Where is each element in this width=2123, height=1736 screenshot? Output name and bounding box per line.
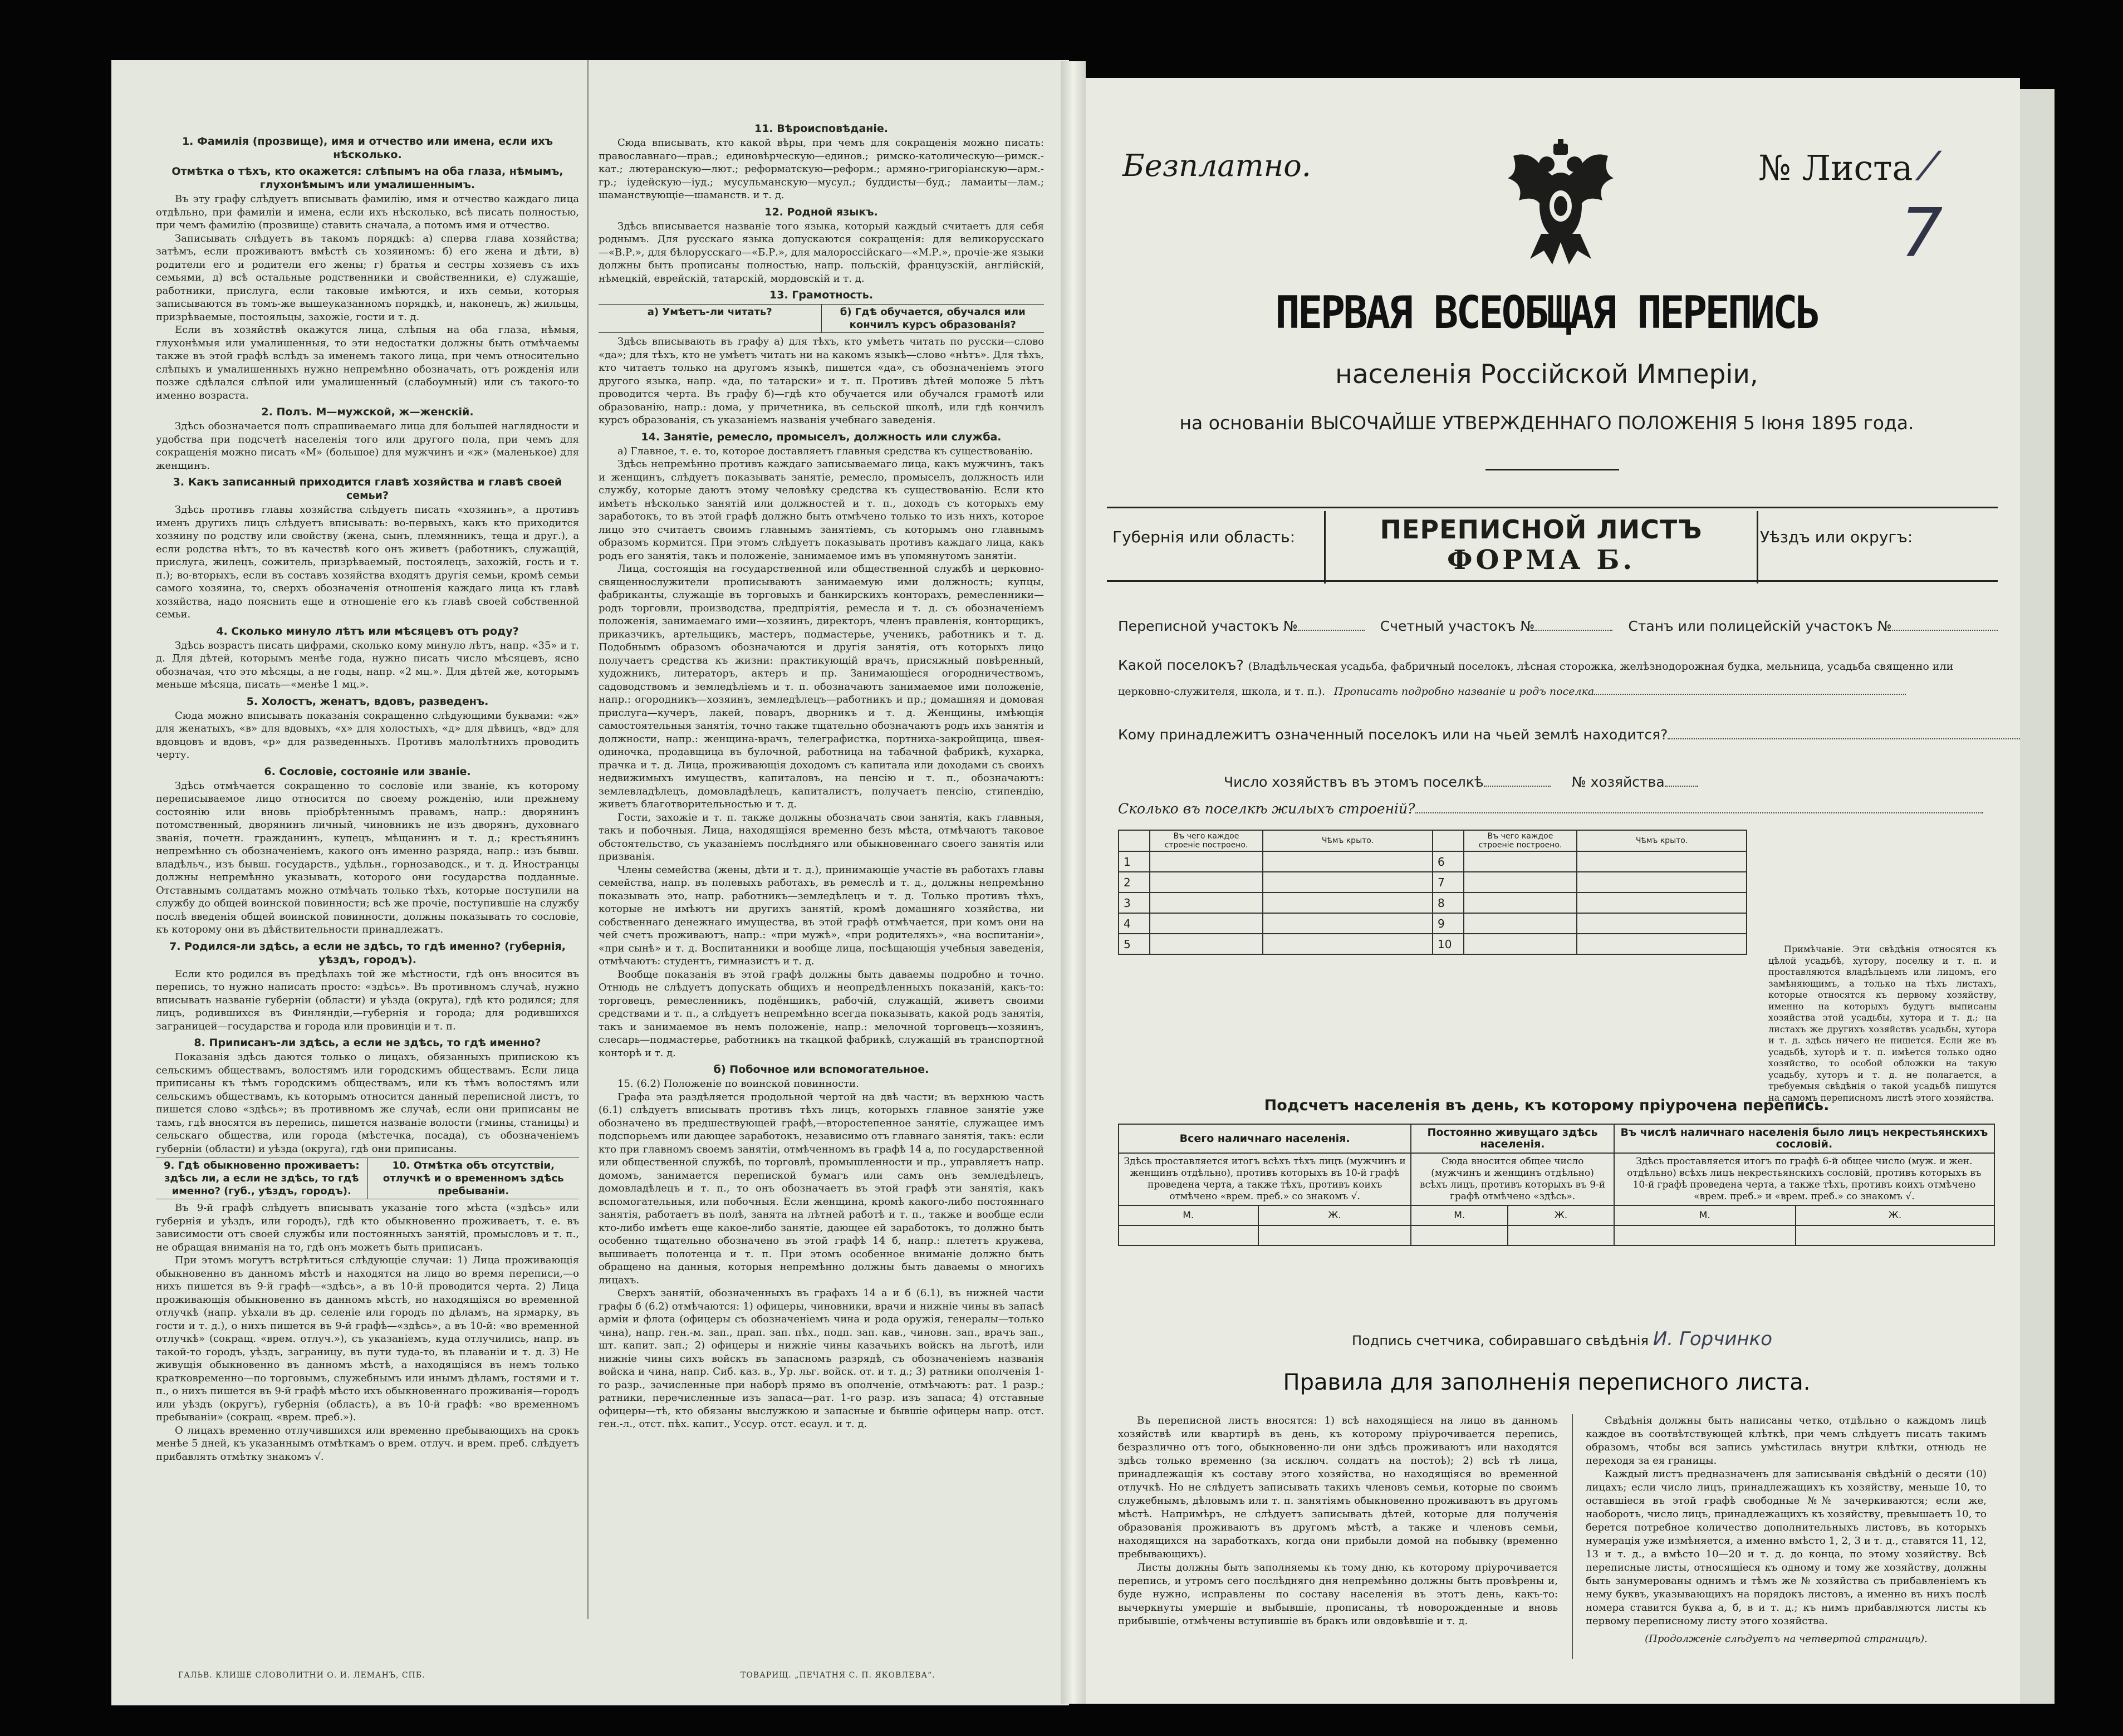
zh-cell-1: Ж. <box>1258 1205 1411 1225</box>
next-sheet-edge <box>2016 89 2055 1704</box>
book-spine <box>1061 61 1086 1704</box>
rules-heading: Правила для заполненія переписного листа. <box>1283 1370 1811 1395</box>
m-value-3[interactable] <box>1614 1225 1796 1245</box>
split-heading <box>599 304 1044 333</box>
imperial-eagle-emblem <box>1502 139 1619 267</box>
left-column-1 <box>156 131 579 1463</box>
split-heading-right: б) Гдѣ обучается, обучался или кончилъ курсъ образованія? <box>821 305 1045 332</box>
paragraph: 15. (6.2) Положеніе по воинской повинности. <box>617 1078 859 1090</box>
roof-cell[interactable] <box>1577 851 1747 872</box>
txt-postoyanno: Сюда вносится общее число (мужчинъ и женщинъ отдѣльно) всѣхъ лицъ, противъ которыхъ въ 9-й графѣ отмѣчено «здѣсь». <box>1411 1153 1614 1205</box>
section-heading: 2. Полъ. М—мужской, ж—женскій. <box>261 406 474 418</box>
col-postoyanno: Постоянно живущаго здѣсь населенія. <box>1411 1124 1614 1153</box>
podschet-heading: Подсчетъ населенія въ день, къ которому пріурочена перепись. <box>1264 1097 1830 1114</box>
m-cell-1: М. <box>1119 1205 1258 1225</box>
paragraph: Въ эту графу слѣдуетъ вписывать фамилію, имя и отчество каждаго лица отдѣльно, при фамиліи и имена, если ихъ нѣсколько, всѣ писать полностью, при чемъ фамилію (прозвище) ставить сначала, а потомъ имя и отчество. <box>156 193 579 231</box>
built-cell[interactable] <box>1150 913 1263 934</box>
roof-cell[interactable] <box>1577 872 1747 892</box>
roof-cell[interactable] <box>1263 892 1433 913</box>
split-heading-right: 10. Отмѣтка объ отсутствіи, отлучкѣ и о временномъ здѣсь пребываніи. <box>367 1158 580 1199</box>
footer-right-imprint: ТОВАРИЩ. „ПЕЧАТНЯ С. П. ЯКОВЛЕВА“. <box>741 1671 935 1680</box>
continuation-note: (Продолженіе слѣдуетъ на четвертой страницѣ). <box>1645 1633 1928 1645</box>
row-number: 3 <box>1119 892 1150 913</box>
bezplatno-label: Безплатно. <box>1122 148 1311 183</box>
row-number: 6 <box>1433 851 1464 872</box>
row-number: 4 <box>1119 913 1150 934</box>
txt-vsego: Здѣсь проставляется итогъ всѣхъ тѣхъ лицъ (мужчинъ и женщинъ отдѣльно), противъ которыхъ въ 10-й графѣ проведена черта, а также тѣхъ, противъ коихъ отмѣчено «врем. преб.» со знакомъ √. <box>1119 1153 1411 1205</box>
skolko-line[interactable]: Сколько въ поселкѣ жилыхъ строеній? <box>1118 801 1983 817</box>
roof-cell[interactable] <box>1263 851 1433 872</box>
col-header-built-2: Въ чего каждое строеніе построено. <box>1464 830 1577 851</box>
m-value-1[interactable] <box>1119 1225 1258 1245</box>
table-row <box>1119 913 1747 934</box>
paragraph: При этомъ могутъ встрѣтиться слѣдующіе случаи: 1) Лица проживающія обыкновенно въ данномъ мѣстѣ и находятся на лицо во время переписи,—о нихъ пишется въ 9-й графѣ—«здѣсь», а въ 10-й проводится черта. 2) Лица проживающія обыкновенно въ данномъ мѣстѣ, но находящіяся во временной отлучкѣ (напр. уѣхали въ др. селеніе или городъ по дѣламъ, на ярмарку, въ гости и т. д.), о нихъ пишется въ 9-й графѣ—«здѣсь», а въ 10-й: «во временной отлучкѣ» (сокращ. «врем. отлуч.»), съ указаніемъ, куда отлучились, напр. въ такой-то городъ, уѣздъ, заграницу, въ пути тудa-то, въ плаваніи и т. д. 3) Не живущія обыкновенно въ данномъ мѣстѣ, а находящіяся въ немъ только кратковременно—по торговымъ, служебнымъ или инымъ дѣламъ, гостями и т. п., о нихъ пишется въ 9-й графѣ мѣсто ихъ обыкновеннаго проживанія—городъ или уѣздъ (округъ), губернія (область), а въ 10-й графѣ: «во временномъ пребываніи» (сокращ. «врем. преб.»). <box>156 1254 579 1423</box>
paragraph: Записывать слѣдуетъ въ такомъ порядкѣ: а) сперва глава хозяйства; затѣмъ, если проживаютъ вмѣстѣ съ хозяиномъ: б) его жена и дѣти, в) родители его и родители его жены; г) братья и сестры хозяевъ съ ихъ семьями, д) всѣ остальные родственники и свойственники, е) служащіе, работники, прислуга, если таковые имѣются, и ихъ семьи, которыя записываются въ томъ-же вышеуказанномъ порядкѣ, и, наконецъ, ж) жильцы, призрѣваемые, постояльцы, захожіе, гости и т. д. <box>156 232 579 323</box>
paragraph: Если кто родился въ предѣлахъ той же мѣстности, гдѣ онъ вносится въ перепись, то нужно написать просто: «здѣсь». Въ противномъ случаѣ, нужно вписывать названіе губерніи (области) и уѣзда (округа), гдѣ кто родился; для лицъ, родившихся въ Финляндіи,—губернія и города; для родившихся заграницей—государства и города или провинціи и т. п. <box>156 968 579 1032</box>
title-rule <box>1485 469 1619 470</box>
txt-nekrest: Здѣсь проставляется итогъ по графѣ 6-й общее число (муж. и жен. отдѣльно) всѣхъ лицъ некрестьянскихъ сословій, противъ которыхъ въ 10-й графѣ проведена черта, а также тѣхъ, противъ коихъ отмѣчено «врем. преб.» и «врем. преб.» со знакомъ √. <box>1614 1153 1994 1205</box>
col-vsego: Всего наличнаго населенія. <box>1119 1124 1411 1153</box>
section-heading: 8. Приписанъ-ли здѣсь, а если не здѣсь, то гдѣ именно? <box>194 1037 541 1049</box>
col-header-built: Въ чего каждое строеніе построено. <box>1150 830 1263 851</box>
section-heading: б) Побочное или вспомогательное. <box>713 1063 929 1076</box>
section-heading: 11. Вѣроисповѣданіе. <box>754 122 889 135</box>
row-number: 9 <box>1433 913 1464 934</box>
col-header-1 <box>1119 830 1150 851</box>
paragraph: Лица, состоящія на государственной или общественной службѣ и церковно-священнослужители прописываютъ занимаемую ими должность; купцы, фабриканты, служащіе въ торговыхъ и банкирскихъ конторахъ, ремесленники—родъ торговли, производства, предпріятія, ремесла и т. д. съ обозначеніемъ положенія, занимаемаго ими—хозяинъ, директоръ, членъ правленія, конторщикъ, приказчикъ, артельщикъ, мастеръ, подмастерье, ученикъ, работникъ и т. д. Подобнымъ образомъ обозначаются и другія занятія, отъ которыхъ лицо получаетъ средства къ жизни: практикующій врачъ, присяжный повѣренный, художникъ, литераторъ, актеръ и пр. Занимающіеся огородничествомъ, садоводствомъ и земледѣліемъ и т. п. обозначаютъ занимаемое ими положеніе, напр.: огородникъ—хозяинъ, земледѣлецъ—работникъ и пр.; домашняя и домовая прислуга—кучеръ, лакей, поваръ, дворникъ и т. д. Женщины, имѣющія самостоятельныя занятія, точно также тщательно обозначаютъ родъ ихъ занятія и должности, напр.: женщина-врачъ, телеграфистка, портниха-закройщица, швея-одиночка, продавщица въ булочной, работница на табачной фабрикѣ, кухарка, прачка и т. д. Лица, проживающія доходомъ съ капитала или доходами съ своихъ недвижимыхъ имуществъ, капиталовъ, на пенсію и т. п., обозначаютъ: землевладѣлецъ, домовладѣлецъ, капиталистъ, получаетъ пенсію, стипендію, живетъ благотворительностью и т. д. <box>599 563 1044 810</box>
built-cell[interactable] <box>1150 851 1263 872</box>
paragraph: Въ 9-й графѣ слѣдуетъ вписывать указаніе того мѣста («здѣсь» или губернія и уѣздъ, или городъ), гдѣ кто обыкновенно проживаетъ, т. е. въ зависимости отъ своей службы или постоянныхъ занятій, промысловъ и т. п., не обращая вниманія на то, гдѣ онъ можетъ быть приписанъ. <box>156 1202 579 1253</box>
census-title: ПЕРВАЯ ВСЕОБЩАЯ ПЕРЕПИСЬ <box>1275 287 1818 339</box>
roof-cell[interactable] <box>1263 913 1433 934</box>
rules-divider <box>1572 1414 1573 1659</box>
census-subtitle: населенія Россійской Имперіи, <box>1335 359 1758 390</box>
section-heading: 14. Занятіе, ремесло, промыселъ, должность или служба. <box>641 430 1002 443</box>
chislo-hoz-line[interactable]: Число хозяйствъ въ этомъ поселкѣ № хозяйства <box>1224 774 1698 790</box>
zh-value-2[interactable] <box>1508 1225 1614 1245</box>
paragraph: О лицахъ временно отлучившихся или временно пребывающихъ на срокъ менѣе 5 дней, къ указаннымъ отмѣткамъ о врем. отлуч. и врем. преб. слѣдуетъ прибавлять отмѣтку знакомъ √. <box>156 1424 579 1463</box>
built-cell[interactable] <box>1150 872 1263 892</box>
paragraph: Члены семейства (жены, дѣти и т. д.), принимающіе участіе въ работахъ главы семейства, напр. въ полевыхъ работахъ, въ ремеслѣ и т. д., должны непремѣнно показывать это, напр. работникъ—земледѣлецъ и т. д. Только противъ тѣхъ, которые не имѣютъ ни другихъ занятій, кромѣ домашняго хозяйства, ни собственнаго денежнаго имущества, въ этой графѣ отмѣчается, при комъ они на чей счетъ проживаютъ, напр.: «при мужѣ», «при родителяхъ», «на воспитаніи», «при сынѣ» и т. д. Воспитанники и вообще лица, посѣщающія учебныя заведенія, отмѣчаютъ: студентъ, гимназистъ и т. д. <box>599 864 1044 967</box>
built-cell[interactable] <box>1464 851 1577 872</box>
paragraph: Здѣсь вписывають въ графу а) для тѣхъ, кто умѣетъ читать по русски—слово «да»; для тѣхъ, кто не умѣетъ читать ни на какомъ языкѣ—слово «нѣтъ». Для тѣхъ, кто читаетъ только на другомъ языкѣ, пишется «да», съ обозначеніемъ этого другого языка, напр. «да, по татарски» и т. п. Противъ дѣтей моложе 5 лѣтъ проводится черта. Въ графу б)—гдѣ кто обучается или обучался грамотѣ или образованію, напр.: дома, у причетника, въ сельской школѣ, или гдѣ кончилъ курсъ образованія, съ указаніемъ названія учебнаго заведенія. <box>599 336 1044 426</box>
paragraph: Здѣсь возрастъ писать цифрами, сколько кому минуло лѣтъ, напр. «35» и т. д. Для дѣтей, которымъ менѣе года, нужно писать число мѣсяцевъ, ясно обозначая, что это мѣсяцы, а не годы, напр. «2 мц.». Для дѣтей же, которымъ меньше мѣсяца, писать—«менѣе 1 мц.». <box>156 639 579 690</box>
left-column-2 <box>599 119 1044 1431</box>
m-cell-3: М. <box>1614 1205 1796 1225</box>
paragraph: Сверхъ занятій, обозначенныхъ въ графахъ 14 а и б (6.1), въ нижней части графы б (6.2) отмѣчаются: 1) офицеры, чиновники, врачи и нижніе чины въ запасѣ арміи и флота (офицеры съ обозначеніемъ чина и рода оружія, генералы—только чина), напр. ген.-м. зап., прап. зап. пѣх., подп. зап. кав., чиновн. зап., врачъ зап., шт. капит. зап.; 2) офицеры и нижніе чины казачьихъ войскъ на льготѣ, или нижніе чины сихъ войскъ въ запасномъ разрядѣ, съ обозначеніемъ названія войска и чина, напр. Сиб. каз. в., Ур. льг. войск. от. и т. д.; 3) ратники ополченія 1-го разр., зачисленные при наборѣ прямо въ ополченіе, отмѣчаютъ: рат. 1 разр.; ратники, перечисленные изъ запаса—рат. 1-го разр. изъ запаса; 4) отставные офицеры—тѣ, кто обязаны выслужкою и запасные и бывшіе офицеры напр. отст. ген.-л., отст. пѣх. капит., Уссур. отст. есаул. и т. д. <box>599 1287 1044 1430</box>
row-number: 1 <box>1119 851 1150 872</box>
section-heading: Отмѣтка о тѣхъ, кто окажется: слѣпымъ на оба глаза, нѣмымъ, глухонѣмымъ или умалишеннымъ. <box>171 165 563 191</box>
roof-cell[interactable] <box>1577 892 1747 913</box>
perepisnoy-list-title: ПЕРЕПИСНОЙ ЛИСТЪ <box>1380 514 1703 545</box>
footer-left-imprint: ГАЛЬВ. КЛИШЕ СЛОВОЛИТНИ О. И. ЛЕМАНЪ, СПБ. <box>178 1671 425 1680</box>
built-cell[interactable] <box>1464 872 1577 892</box>
uchastok-line[interactable]: Переписной участокъ № Счетный участокъ № Станъ или полицейскій участокъ № <box>1118 618 1998 634</box>
right-page <box>1073 78 2020 1704</box>
form-type-box <box>1324 511 1758 583</box>
komu-line[interactable]: Кому принадлежитъ означенный поселокъ или на чьей землѣ находится? <box>1118 727 2020 743</box>
row-number: 7 <box>1433 872 1464 892</box>
paragraph: Гости, захожіе и т. п. также должны обозначать свои занятія, какъ главныя, такъ и побочныя. Лица, находящіяся временно безъ мѣста, отмѣчаютъ таковое обстоятельство, съ указаніемъ послѣдняго или обыкновеннаго своего занятія или призванія. <box>599 811 1044 862</box>
split-heading <box>156 1158 579 1199</box>
split-heading-left: 9. Гдѣ обыкновенно проживаетъ: здѣсь ли, а если не здѣсь, то гдѣ именно? (губ., уѣздъ, городъ). <box>163 1160 360 1197</box>
census-basis: на основаніи ВЫСОЧАЙШЕ УТВЕРЖДЕННАГО ПОЛОЖЕНІЯ 5 Іюня 1895 года. <box>1179 412 1914 434</box>
buildings-table <box>1118 830 1747 955</box>
section-heading: 12. Родной языкъ. <box>764 205 878 218</box>
built-cell[interactable] <box>1150 934 1263 954</box>
section-heading: 5. Холостъ, женатъ, вдовъ, разведенъ. <box>246 695 489 708</box>
gubernia-field[interactable]: Губернія или область: <box>1112 528 1296 546</box>
rules-right-column <box>1586 1414 1987 1646</box>
built-cell[interactable] <box>1464 934 1577 954</box>
split-heading-left: а) Умѣетъ-ли читать? <box>647 306 772 318</box>
rule-paragraph: Свѣдѣнія должны быть написаны четко, отдѣльно о каждомъ лицѣ каждое въ соотвѣтствующей клѣткѣ, при чемъ слѣдуетъ писать такимъ образомъ, чтобы вся запись умѣстилась внутри клѣтки, отнюдь не переходя за ея границы. <box>1586 1415 1987 1467</box>
row-number: 2 <box>1119 872 1150 892</box>
zh-cell-2: Ж. <box>1508 1205 1614 1225</box>
rule-paragraph: Листы должны быть заполняемы къ тому дню, къ которому пріурочивается перепись, и утромъ сего послѣдняго дня непремѣнно должны быть провѣрены и, буде нужно, исправлены по составу населенія въ этотъ день, какъ-то: вычеркнуты умершіе и выбывшіе, прописаны, тѣ новорожденные и вновь прибывшіе, отмѣчены вступившіе въ бракъ или овдовѣвшіе и т. д. <box>1118 1562 1558 1627</box>
zh-value-3[interactable] <box>1796 1225 1994 1245</box>
row-number: 5 <box>1119 934 1150 954</box>
handwritten-sheet-number: 7 <box>1900 195 1943 272</box>
col-header-6 <box>1433 830 1464 851</box>
col-header-roof-2: Чѣмъ крыто. <box>1577 830 1747 851</box>
section-heading: 6. Сословіе, состояніе или званіе. <box>264 765 471 778</box>
paragraph: Здѣсь противъ главы хозяйства слѣдуетъ писать «хозяинъ», а противъ именъ другихъ лицъ слѣдуетъ вписывать: во-первыхъ, какъ кто приходится хозяину по родству или свойству (жена, сынъ, племянникъ, теща и друг.), а если родства нѣтъ, то въ качествѣ кого онъ живетъ (работникъ, служащій, прислуга, жилецъ, сожитель, призрѣваемый, постоялецъ, захожій, гость и т. п.); во-вторыхъ, если въ составъ хозяйства входятъ другія семьи, кромѣ семьи самого хозяина, то, сверхъ обозначенія отношенія каждаго лица къ главѣ хозяйства, надо пояснить еще и отношеніе его къ главѣ своей собственной семьи. <box>156 504 579 620</box>
paragraph: Показанія здѣсь даются только о лицахъ, обязанныхъ припискою къ сельскимъ обществамъ, волостямъ или городскимъ обществамъ. Если лица приписаны къ тѣмъ городскимъ обществамъ, или къ тѣмъ волостямъ или сельскимъ обществамъ, къ которымъ относится данный переписной листъ, то пишется слово «здѣсь»; въ противномъ же случаѣ, если они приписаны не тамъ, гдѣ вносятся въ перепись, пишется названіе волости (гмины, станицы) и сельскаго общества, или города (мѣстечка, посада), съ обозначеніемъ губерніи (области) и уѣзда (округа), гдѣ они приписаны. <box>156 1051 579 1155</box>
m-cell-2: М. <box>1411 1205 1508 1225</box>
zh-value-1[interactable] <box>1258 1225 1411 1245</box>
paragraph: Если въ хозяйствѣ окажутся лица, слѣпыя на оба глаза, нѣмыя, глухонѣмыя или умалишенныя, то эти недостатки должны быть отмѣчаемы также въ этой графѣ вслѣдъ за именемъ такого лица, при чемъ относительно слѣпыхъ и умалишенныхъ нужно непремѣнно обозначать, отъ рожденія или позже сдѣлался слѣпой или умалишенный (слабоумный) или съ такого-то именно возраста. <box>156 324 579 401</box>
paragraph: Здѣсь отмѣчается сокращенно то сословіе или званіе, къ которому переписываемое лицо относится по своему рожденію, или прежнему состоянію или вновь пріобрѣтеннымъ правамъ, напр.: дворянинъ потомственный, дворянинъ личный, чиновникъ не изъ дворянъ, духовнаго званія, почетн. гражданинъ, купецъ, мѣщанинъ и т. д.; крестьянинъ непремѣнно съ обозначеніемъ, какого онъ именно разряда, напр.: изъ бывш. владѣльч., изъ бывш. государств., удѣльн., горнозаводск., и т. д. Иностранцы должны непремѣнно указывать, которого они государства подданные. Отставнымъ солдатамъ можно отмѣчать только тѣхъ, которые поступили на службу до общей воинской повинности; всѣ же прочіе, поступившіе на службу послѣ введенія общей воинской повинности, должны показывать то сословіе, къ которому они въ дѣйствительности принадлежатъ. <box>156 779 579 935</box>
list-number-label: № Листа ⁄ <box>1758 144 1932 189</box>
paragraph: Сюда можно вписывать показанія сокращенно слѣдующими буквами: «ж» для женатыхъ, «в» для вдовыхъ, «х» для холостыхъ, «д» для дѣвицъ, «вд» для вдовцовъ и вдовъ, «р» для разведенныхъ. Противъ малолѣтнихъ проводить черту. <box>156 709 579 761</box>
poselok-line[interactable]: Какой поселокъ? (Владѣльческая усадьба, фабричный поселокъ, лѣсная сторожка, желѣзнодорожная будка, мельница, усадьба священно или <box>1118 657 1954 673</box>
roof-cell[interactable] <box>1263 934 1433 954</box>
paragraph: Здѣсь непремѣнно противъ каждаго записываемаго лица, какъ мужчинъ, такъ и женщинъ, слѣдуетъ показывать занятіе, ремесло, промыселъ, должность или службу, которые даютъ этому человѣку средства къ существованію. Если кто имѣетъ нѣсколько занятій или должностей и т. п., доходъ съ которыхъ ему заработокъ, то въ этой графѣ должно быть отмѣчено только то изъ нихъ, которое лицо это считаетъ своимъ главнымъ занятіемъ, съ которымъ оно главнымъ образомъ кормится. При этомъ слѣдуетъ показывать противъ каждаго лица, какъ родъ его занятія, такъ и положеніе, занимаемое имъ въ упомянутомъ занятіи. <box>599 458 1044 562</box>
section-heading: 7. Родился-ли здѣсь, а если не здѣсь, то гдѣ именно? (губернія, уѣздъ, городъ). <box>169 940 566 966</box>
paragraph: Здѣсь обозначается полъ спрашиваемаго лица для большей наглядности и удобства при подсчетѣ населенія того или другого пола, при чемъ для сокращенія можно писать «М» (большое) для мужчинъ и «ж» (маленькое) для женщинъ. <box>156 420 579 472</box>
roof-cell[interactable] <box>1577 934 1747 954</box>
section-heading: 3. Какъ записанный приходится главѣ хозяйства и главѣ своей семьи? <box>173 476 562 502</box>
roof-cell[interactable] <box>1577 913 1747 934</box>
poselok-line-2[interactable]: церковно-служителя, школа, и т. п.). Прописать подробно названіе и родъ поселка <box>1118 682 1906 698</box>
m-value-2[interactable] <box>1411 1225 1508 1245</box>
paragraph: Графа эта раздѣляется продольной чертой на двѣ части; въ верхнюю часть (6.1) слѣдуетъ вписывать противъ тѣхъ лицъ, которыхъ главное занятіе уже обозначено въ предшествующей графѣ,—второстепенное занятіе, служащее имъ подспорьемъ или дающее заработокъ, независимо отъ главнаго занятія, такъ: если кто при главномъ своемъ занятіи, отмѣченномъ въ графѣ 14 а, по государственной или общественной службѣ, по торговлѣ, промышленности и пр., управляетъ напр. домомъ, занимается перепиской бумагъ или самъ онъ земледѣлецъ, домовладѣлецъ и т. п., то онъ обозначаетъ въ этой графѣ эти занятія, какъ вспомогательныя, или побочныя. Если женщина, кромѣ какого-либо постояннаго занятія, работаетъ въ полѣ, занята на лѣтней работѣ и т. п., также и вообще если кто-либо имѣетъ еще какое-либо занятіе, дающее ей заработокъ, то должно быть особенно тщательно обозначено въ этой графѣ 14 б, напр.: плететъ кружева, вышиваетъ полотенца и т. п. При этомъ особенное вниманіе должно быть обращено на данныя, которыя непремѣнно должны быть даваемы о многихъ лицахъ. <box>599 1091 1044 1286</box>
row-number: 10 <box>1433 934 1464 954</box>
signature-line[interactable]: Подпись счетчика, собиравшаго свѣдѣнія И. Горчинко <box>1352 1328 1773 1350</box>
table-row <box>1119 892 1747 913</box>
counter-signature: И. Горчинко <box>1653 1328 1773 1350</box>
built-cell[interactable] <box>1150 892 1263 913</box>
primechanie-note: Примѣчаніе. Эти свѣдѣнія относятся къ цѣлой усадьбѣ, хутору, поселку и т. п. и проставляются владѣльцемъ или лицомъ, его замѣняющимъ, а только на тѣхъ листахъ, которые относятся къ первому хозяйству, именно на которыхъ будутъ выписаны хозяйства этой усадьбы, хутора и т. д.; на листахъ же другихъ хозяйствъ усадьбы, хутора и т. д. здѣсь ничего не пишется. Если же въ усадьбѣ, хуторѣ и т. п. имѣется только одно хозяйство, то особой обложки на такую усадьбу, хуторъ и т. д. не полагается, а требуемыя свѣдѣнія о такой усадьбѣ пишутся на самомъ переписномъ листѣ этого хозяйства. <box>1768 944 1997 1103</box>
zh-cell-3: Ж. <box>1796 1205 1994 1225</box>
paragraph: Здѣсь вписывается названіе того языка, который каждый считаетъ для себя роднымъ. Для русскаго языка допускаются сокращенія: для великорусскаго—«В.Р.», для бѣлорусскаго—«Б.Р.», для малороссійскаго—«М.Р.», прочіе-же языки должны быть прописаны полностью, напр. польскій, французскій, англійскій, нѣмецкій, еврейскій, татарскій, мордовскій и т. д. <box>599 220 1044 285</box>
form-b-label: ФОРМА Б. <box>1447 545 1636 576</box>
paragraph: а) Главное, т. е. то, которое доставляетъ главныя средства къ существованію. <box>617 445 1033 457</box>
paragraph: Сюда вписывать, кто какой вѣры, при чемъ для сокращенія можно писать: православнаго—прав.; единовѣрческую—единов.; римско-католическую—римск.-кат.; лютеранскую—лют.; реформатскую—реформ.; армяно-григоріанскую—арм.-гр.; іудейскую—іуд.; мусульманскую—мусул.; буддисты—буд.; ламаиты—лам.; шаманствующіе—шаманств. и т. д. <box>599 137 1044 201</box>
table-row <box>1119 934 1747 954</box>
roof-cell[interactable] <box>1263 872 1433 892</box>
section-heading: 4. Сколько минуло лѣтъ или мѣсяцевъ отъ роду? <box>216 625 519 637</box>
uezd-field[interactable]: Уѣздъ или округъ: <box>1760 528 1913 546</box>
table-row <box>1119 851 1747 872</box>
population-count-table <box>1118 1124 1995 1246</box>
built-cell[interactable] <box>1464 892 1577 913</box>
section-heading: 13. Грамотность. <box>769 289 874 301</box>
section-heading: 1. Фамилія (прозвище), имя и отчество или имена, если ихъ нѣсколько. <box>182 135 553 161</box>
column-divider <box>587 60 589 1619</box>
paragraph: Вообще показанія въ этой графѣ должны быть даваемы подробно и точно. Отнюдь не слѣдуетъ допускать общихъ и неопредѣленныхъ показаній, какъ-то: торговецъ, ремесленникъ, подёнщикъ, рабочій, служащій, живетъ своими средствами и т. п., а слѣдуетъ непремѣнно всегда показывать, какой родъ занятія, такъ и занимаемое въ немъ положеніе, напр.: мелочной торговецъ—хозяинъ, слесарь—подмастерье, работникъ на ткацкой фабрикѣ, служащій въ транспортной конторѣ и т. д. <box>599 968 1044 1059</box>
col-header-roof: Чѣмъ крыто. <box>1263 830 1433 851</box>
rule-paragraph: Въ переписной листъ вносятся: 1) всѣ находящіеся на лицо въ данномъ хозяйствѣ или квартирѣ въ день, къ которому пріурочивается перепись, безразлично отъ того, обыкновенно-ли они здѣсь проживаютъ или находятся здѣсь только временно (за исключ. солдатъ на постоѣ); 2) всѣ тѣ лица, принадлежащія къ составу этого хозяйства, но находящіяся во временной отлучкѣ. Но не слѣдуетъ записывать такихъ членовъ семьи, которые по своимъ служебнымъ, дѣловымъ или т. п. занятіямъ обыкновенно проживаютъ въ другомъ мѣстѣ. Напримѣръ, не слѣдуетъ записывать дѣтей, которые для полученія образованія проживаютъ въ другомъ мѣстѣ, а также и членовъ семьи, находящихся на заработкахъ, когда они прибыли домой на побывку (временно пребывающихъ). <box>1118 1415 1558 1560</box>
built-cell[interactable] <box>1464 913 1577 934</box>
rule-paragraph: Каждый листъ предназначенъ для записыванія свѣдѣній о десяти (10) лицахъ; если число лицъ, принадлежащихъ къ хозяйству, меньше 10, то оставшіеся въ этой графѣ свободные №№ зачеркиваются; если же, наоборотъ, число лицъ, принадлежащихъ къ хозяйству, превышаетъ 10, то берется потребное количество дополнительныхъ листовъ, въ которыхъ нумерація уже измѣняется, а именно вмѣсто 1, 2, 3 и т. д., ставятся 11, 12, 13 и т. д., а вмѣсто 10—20 и т. д. до конца, по этому хозяйству. Всѣ переписные листы, относящіеся къ одному и тому же хозяйству, должны быть занумерованы однимъ и тѣмъ же № хозяйства съ прибавленіемъ къ нему буквъ, указывающихъ на порядокъ листовъ, а именно въ нихъ послѣ номера ставится буква а, б, в и т. д.; къ нимъ прибавляются листы къ первому переписному листу этого хозяйства. <box>1586 1468 1987 1627</box>
left-page <box>111 60 1069 1705</box>
rules-left-column <box>1118 1414 1558 1628</box>
col-nekrest: Въ числѣ наличнаго населенія было лицъ некрестьянскихъ сословій. <box>1614 1124 1994 1153</box>
row-number: 8 <box>1433 892 1464 913</box>
table-row <box>1119 872 1747 892</box>
